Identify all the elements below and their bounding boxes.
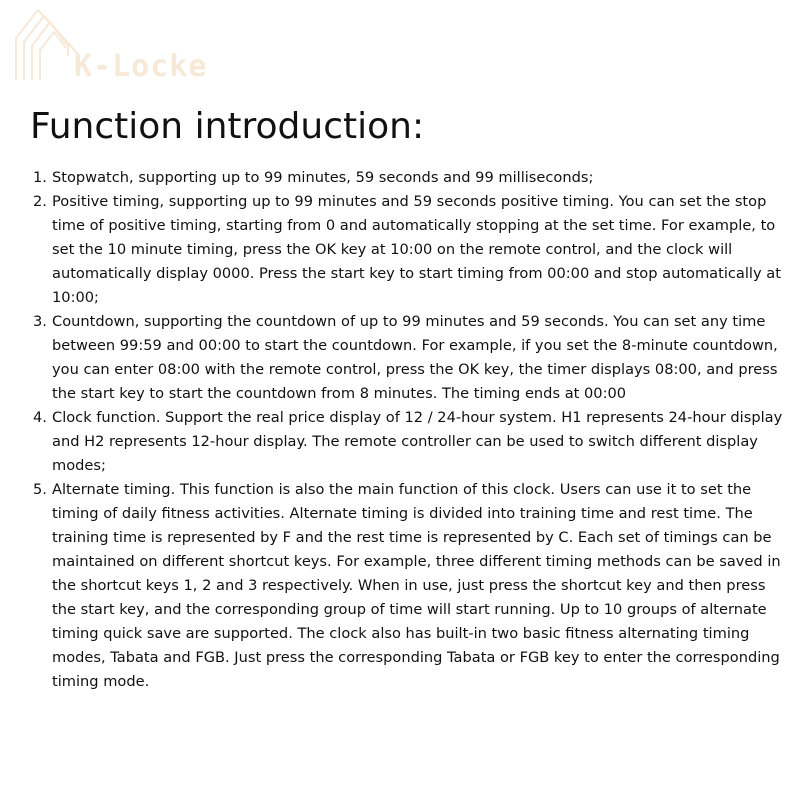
list-item-text: Stopwatch, supporting up to 99 minutes, 59 seconds and 99 milliseconds; xyxy=(52,169,594,186)
function-list xyxy=(33,166,791,694)
list-item-alternate-timing xyxy=(33,478,791,694)
list-item-countdown xyxy=(33,310,791,406)
brand-logo xyxy=(14,4,244,84)
brand-logo-text: K-Locke xyxy=(74,49,208,84)
list-item-number: 4. xyxy=(33,409,47,426)
list-item-number: 3. xyxy=(33,313,47,330)
page-title: Function introduction: xyxy=(30,106,425,147)
list-item-positive-timing xyxy=(33,190,791,310)
list-item-number: 5. xyxy=(33,481,47,498)
list-item-text: Positive timing, supporting up to 99 minutes and 59 seconds positive timing. You can set the stop time of positive timing, starting from 0 and automatically stopping at the set time. For example, to set the 10 minute timing, press the OK key at 10:00 on the remote control, and the clock will automatically display 0000. Press the start key to start timing from 00:00 and stop automatically at 10:00; xyxy=(52,193,781,306)
list-item-stopwatch xyxy=(33,166,791,190)
list-item-number: 2. xyxy=(33,193,47,210)
list-item-number: 1. xyxy=(33,169,47,186)
list-item-text: Clock function. Support the real price display of 12 / 24-hour system. H1 represents 24-hour display and H2 represents 12-hour display. The remote controller can be used to switch different display modes; xyxy=(52,409,783,474)
list-item-text: Alternate timing. This function is also the main function of this clock. Users can use it to set the timing of daily fitness activities. Alternate timing is divided into training time and rest time. The training time is represented by F and the rest time is represented by C. Each set of timings can be maintained on different shortcut keys. For example, three different timing methods can be saved in the shortcut keys 1, 2 and 3 respectively. When in use, just press the shortcut key and then press the start key, and the corresponding group of time will start running. Up to 10 groups of alternate timing quick save are supported. The clock also has built-in two basic fitness alternating timing modes, Tabata and FGB. Just press the corresponding Tabata or FGB key to enter the corresponding timing mode. xyxy=(52,481,781,690)
list-item-clock-function xyxy=(33,406,791,478)
list-item-text: Countdown, supporting the countdown of up to 99 minutes and 59 seconds. You can set any time between 99:59 and 00:00 to start the countdown. For example, if you set the 8-minute countdown, you can enter 08:00 with the remote control, press the OK key, the timer displays 08:00, and press the start key to start the countdown from 8 minutes. The timing ends at 00:00 xyxy=(52,313,778,402)
